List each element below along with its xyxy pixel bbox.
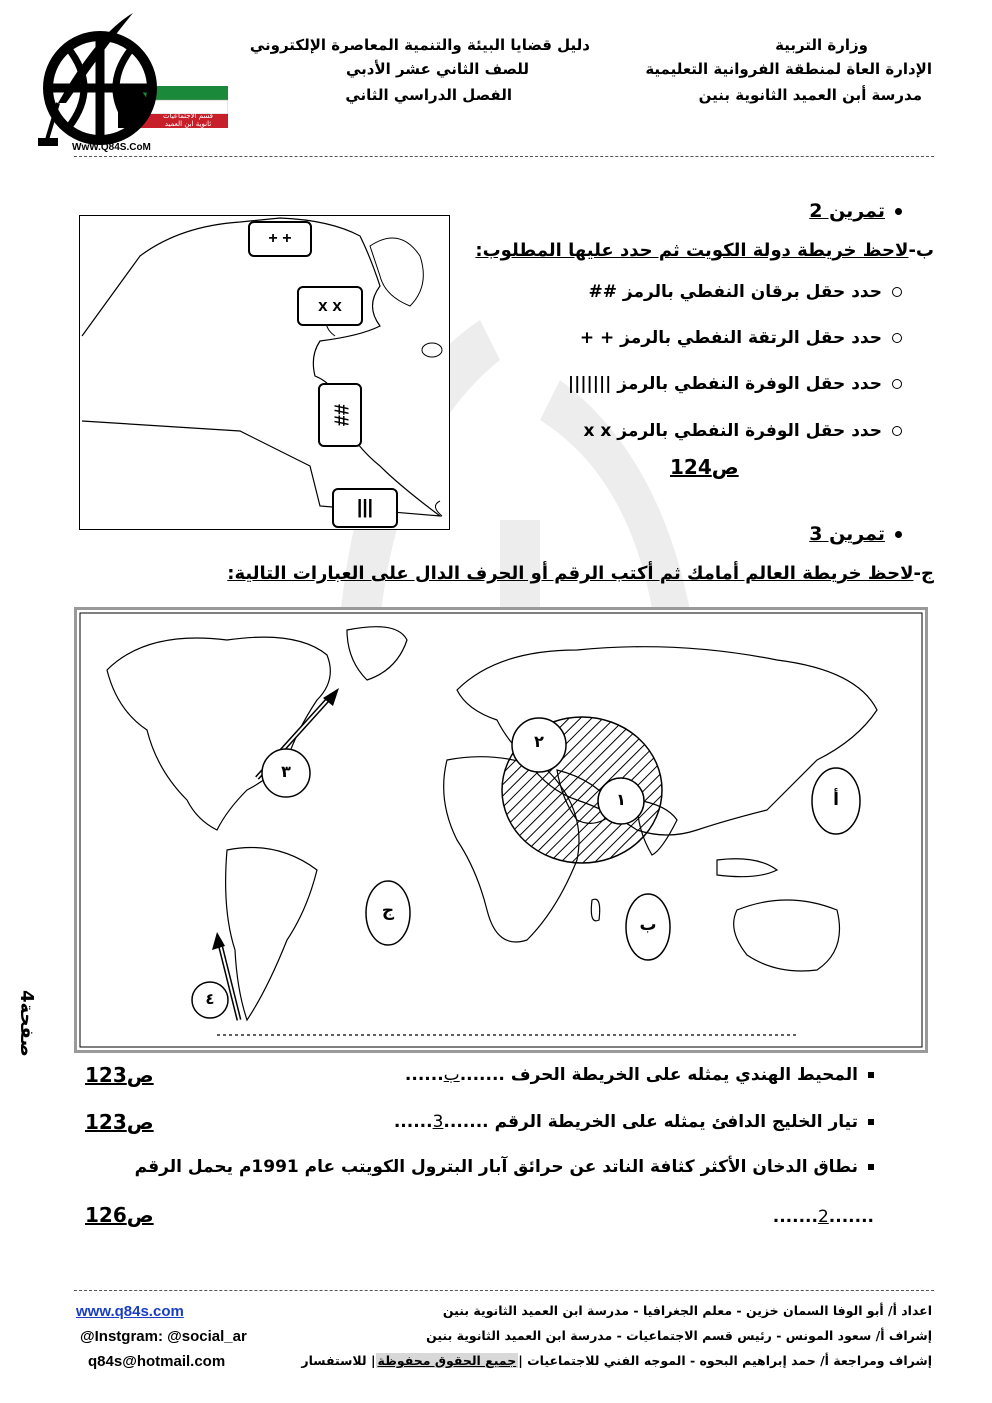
answer-question: تيار الخليج الدافئ يمثله على الخريطة الرقم: [494, 1112, 858, 1132]
kuwait-map: [79, 215, 450, 530]
map-label-j: ج: [381, 901, 395, 921]
school-logo: [38, 8, 228, 158]
logo-caption-2: ثانوية ابن العميد: [164, 120, 212, 128]
logo-globe-icon: [38, 8, 228, 158]
answer-ref-2: ص123: [85, 1110, 154, 1134]
circle-bullet-icon: [892, 333, 902, 343]
logo-caption-1: قسم الاجتماعيات: [162, 112, 214, 120]
answer-line-3-fill: [773, 1207, 874, 1227]
school-label: مدرسة أبن العميد الثانوية بنين: [698, 86, 922, 104]
world-outline-icon: [77, 610, 925, 1050]
rights-reserved: جميع الحقوق محفوظة: [377, 1353, 517, 1368]
symbol-middle: x x: [297, 286, 363, 326]
bullet-icon: [895, 531, 902, 538]
circle-bullet-icon: [892, 287, 902, 297]
exercise3-instruction-text: لاحظ خريطة العالم أمامك ثم أكتب الرقم أو الحرف الدال على العبارات التالية:: [227, 563, 914, 584]
answer-dots: .......: [459, 1065, 505, 1085]
exercise2-item-3: [568, 374, 902, 394]
exercise2-item-text: حدد حقل الوفرة النفطي بالرمز x x: [583, 421, 882, 441]
map-label-2: ٢: [534, 732, 544, 751]
footer-credit-3: [301, 1353, 932, 1368]
circle-bullet-icon: [892, 379, 902, 389]
exercise2-title: [809, 200, 902, 222]
kuwait-outline-icon: [80, 216, 449, 529]
symbol-north: + +: [248, 221, 312, 257]
exercise3-prefix: ج-: [913, 563, 934, 584]
answer-question: نطاق الدخان الأكثر كثافة الناتد عن حرائق آبار البترول الكويتب عام 1991م يحمل الرقم: [134, 1157, 858, 1177]
footer-credit-1: اعداد أ/ أبو الوفا السمان خزين - معلم الجغرافيا - مدرسة ابن العميد الثانوية بنين: [442, 1303, 932, 1318]
world-map: [74, 607, 928, 1053]
answer-line-2: [394, 1112, 874, 1132]
answer-question: المحيط الهندي يمثله على الخريطة الحرف: [510, 1065, 858, 1085]
exercise2-instruction: [475, 240, 934, 261]
term-label: الفصل الدراسي الثاني: [345, 86, 512, 104]
answer-ref-1: ص123: [85, 1063, 154, 1087]
instagram-handle[interactable]: @Instgram: @social_ar: [80, 1328, 247, 1345]
exercise2-page-ref: ص124: [670, 455, 739, 479]
footer-inquiry-label: | للاستفسار: [301, 1353, 376, 1368]
map-label-a: أ: [833, 790, 839, 810]
answer-line-3: [135, 1157, 874, 1177]
symbol-burgan: ##: [318, 383, 362, 447]
exercise2-item-text: حدد حقل الوفرة النفطي بالرمز |||||||: [567, 374, 882, 394]
circle-bullet-icon: [892, 426, 902, 436]
exercise3-title-text: تمرين 3: [809, 523, 885, 545]
bullet-icon: [895, 208, 902, 215]
footer-credit-3-text: إشراف ومراجعة أ/ حمد إبراهيم البحوه - الموجه الفني للاجتماعيات |: [518, 1353, 932, 1368]
header-divider: [74, 156, 934, 157]
exercise2-item-1: [589, 282, 903, 302]
map-label-b: ب: [639, 915, 657, 935]
exercise2-title-text: تمرين 2: [809, 200, 885, 222]
page-header: [0, 0, 992, 170]
symbol-south: |||: [332, 488, 398, 528]
map-label-1: ١: [616, 790, 626, 809]
email-address[interactable]: q84s@hotmail.com: [88, 1353, 226, 1370]
answer-dots: .......: [828, 1207, 874, 1227]
logo-site: WwW.Q84S.CoM: [72, 142, 151, 153]
answer-line-1: [405, 1065, 874, 1085]
page-number: صفحة4: [16, 990, 37, 1057]
answer-dots: ......: [404, 1065, 444, 1085]
grade-label: للصف الثاني عشر الأدبي: [345, 60, 529, 78]
exercise2-item-2: [580, 328, 902, 348]
exercise2-item-4: [584, 421, 903, 441]
guide-title: دليل قضايا البيئة والتنمية المعاصرة الإلكتروني: [249, 36, 590, 54]
exercise3-title: [809, 523, 902, 545]
map-label-4: ٤: [205, 990, 215, 1008]
footer-divider: [74, 1290, 934, 1291]
answer-value: ب: [443, 1065, 460, 1085]
answer-ref-3: ص126: [85, 1203, 154, 1227]
square-bullet-icon: [868, 1072, 874, 1078]
answer-dots: ......: [393, 1112, 433, 1132]
website-link[interactable]: www.q84s.com: [76, 1303, 184, 1320]
ministry-label: وزارة التربية: [775, 36, 868, 54]
exercise2-item-text: حدد حقل برقان النفطي بالرمز ##: [588, 282, 882, 302]
square-bullet-icon: [868, 1164, 874, 1170]
answer-value: 3: [432, 1112, 444, 1132]
exercise2-instruction-text: لاحظ خريطة دولة الكويت ثم حدد عليها المطلوب:: [475, 240, 909, 261]
exercise2-prefix: ب-: [908, 240, 934, 261]
directorate-label: الإدارة العاة لمنطقة الفروانية التعليمية: [645, 60, 932, 78]
answer-dots: .......: [772, 1207, 818, 1227]
answer-value: 2: [817, 1207, 829, 1227]
map-label-3: ٣: [281, 762, 291, 781]
exercise3-instruction: [227, 563, 934, 584]
square-bullet-icon: [868, 1119, 874, 1125]
answer-dots: .......: [443, 1112, 489, 1132]
exercise2-item-text: حدد حقل الرتقة النفطي بالرمز + +: [579, 328, 882, 348]
footer-credit-2: إشراف أ/ سعود المونس - رئيس قسم الاجتماعيات - مدرسة ابن العميد الثانوية بنين: [426, 1328, 932, 1343]
